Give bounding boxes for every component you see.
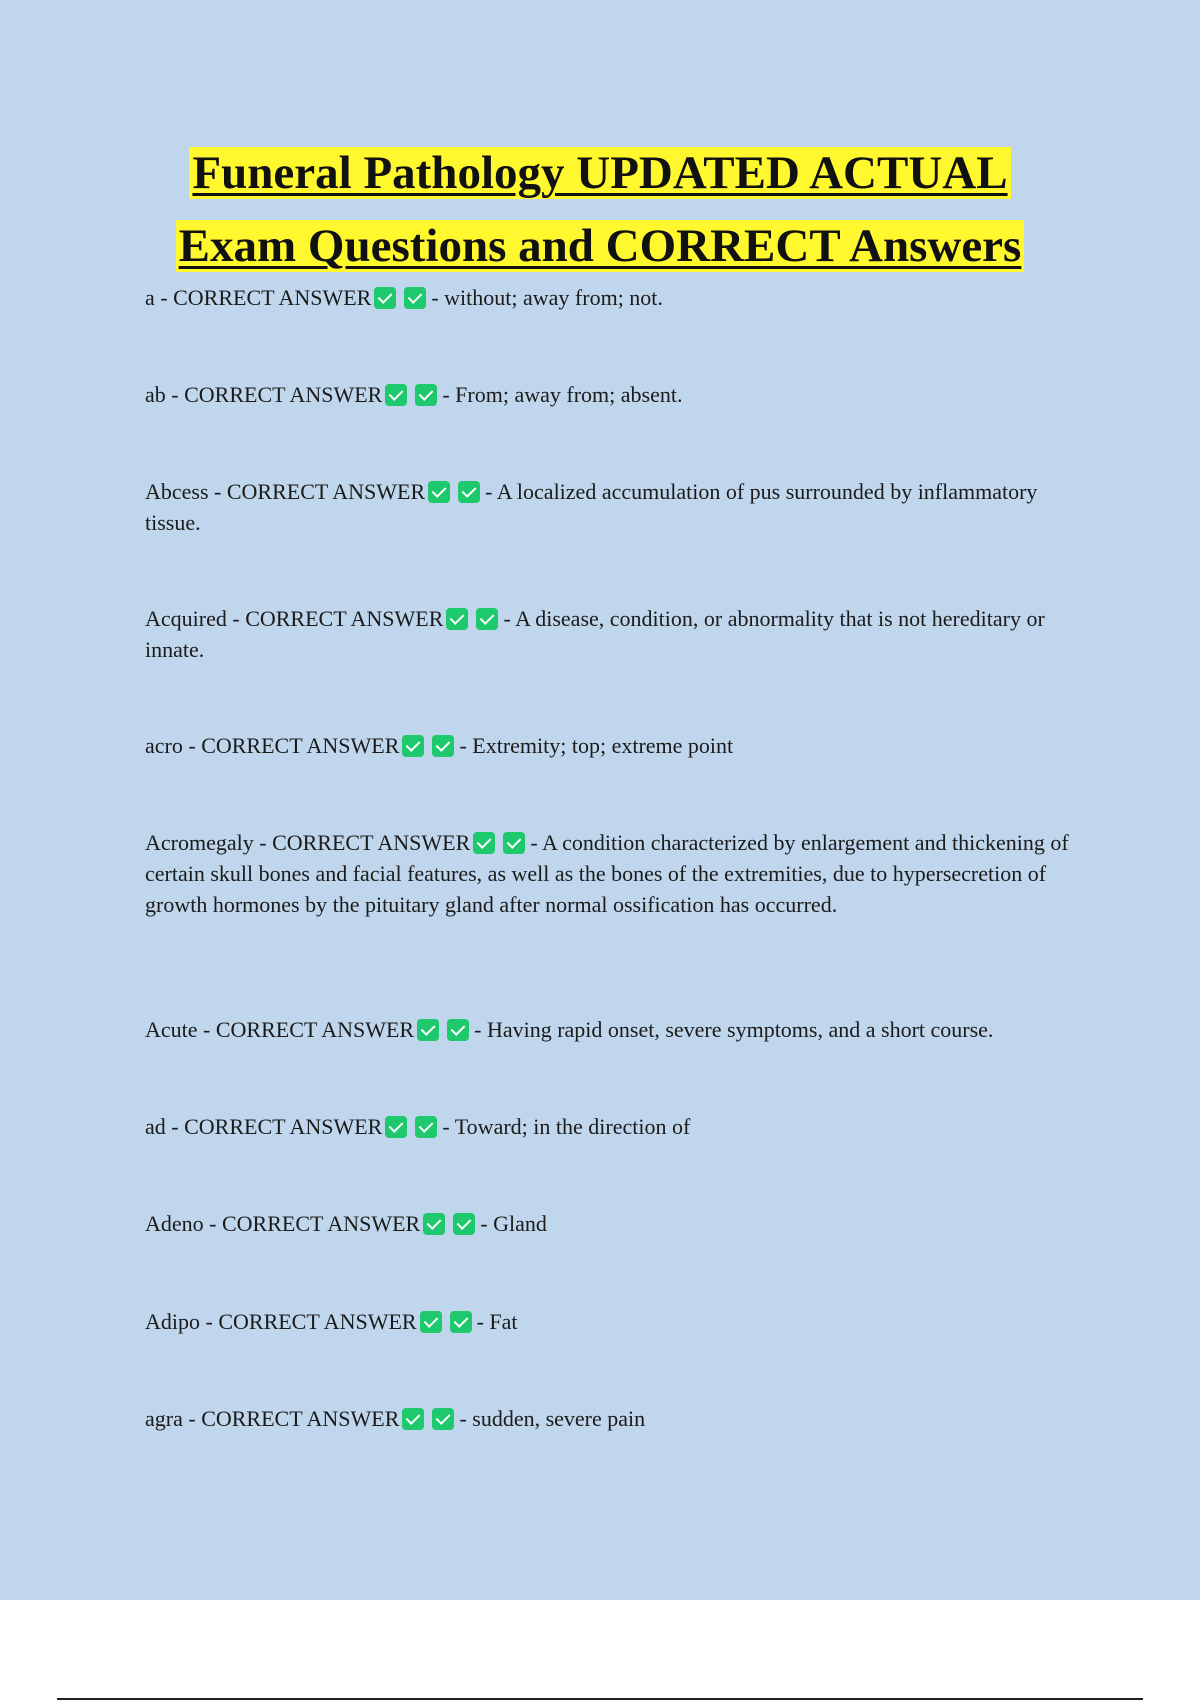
- list-item: Adipo - CORRECT ANSWER - Fat: [145, 1309, 518, 1334]
- entry-definition: Fat: [489, 1309, 518, 1334]
- entry-definition: A condition characterized by enlargement and thickening of certain skull bones and facial features, as well as the bones of the extremities, due to hypersecretion of growth hormones by the pituitary gland after normal ossification has occurred.: [145, 830, 1069, 917]
- check-mark-icon: [385, 384, 407, 406]
- check-mark-icon: [404, 287, 426, 309]
- entry-definition: Gland: [493, 1211, 547, 1236]
- entry-definition: sudden, severe pain: [472, 1406, 646, 1431]
- answer-label: CORRECT ANSWER: [221, 1211, 421, 1236]
- check-mark-icon: [428, 481, 450, 503]
- answer-label: CORRECT ANSWER: [226, 479, 426, 504]
- entry-term: Acquired: [145, 606, 227, 631]
- entry-definition: Having rapid onset, severe symptoms, and a short course.: [486, 1017, 994, 1042]
- entry-term: agra: [145, 1406, 183, 1431]
- entry-definition: From; away from; absent.: [455, 382, 683, 407]
- check-mark-icon: [458, 481, 480, 503]
- check-mark-icon: [420, 1311, 442, 1333]
- entry-term: acro: [145, 733, 183, 758]
- answer-label: CORRECT ANSWER: [272, 830, 471, 855]
- check-mark-icon: [385, 1116, 407, 1138]
- entry-term: Adipo: [145, 1309, 200, 1334]
- check-mark-icon: [450, 1311, 472, 1333]
- list-item: agra - CORRECT ANSWER - sudden, severe pain: [145, 1406, 646, 1431]
- answer-label: CORRECT ANSWER: [184, 382, 383, 407]
- entry-term: Abcess: [145, 479, 209, 504]
- answer-label: CORRECT ANSWER: [184, 1114, 383, 1139]
- document-title: [0, 142, 1200, 288]
- entry-term: ab: [145, 382, 166, 407]
- entry-definition: A localized accumulation of pus surrounded by inflammatory tissue.: [145, 479, 1038, 535]
- list-item: Adeno - CORRECT ANSWER - Gland: [145, 1211, 547, 1236]
- title-line-1: Funeral Pathology UPDATED ACTUAL: [189, 147, 1010, 199]
- entry-definition: Toward; in the direction of: [454, 1114, 691, 1139]
- list-item: Acquired - CORRECT ANSWER - A disease, condition, or abnormality that is not hereditary or innate.: [145, 606, 1045, 662]
- check-mark-icon: [503, 832, 525, 854]
- entry-definition: A disease, condition, or abnormality that is not hereditary or innate.: [145, 606, 1045, 662]
- title-line-2: Exam Questions and CORRECT Answers: [176, 220, 1025, 272]
- answer-label: CORRECT ANSWER: [218, 1309, 417, 1334]
- list-item: Abcess - CORRECT ANSWER - A localized accumulation of pus surrounded by inflammatory tissue.: [145, 479, 1038, 535]
- list-item: acro - CORRECT ANSWER - Extremity; top; extreme point: [145, 733, 734, 758]
- check-mark-icon: [447, 1019, 469, 1041]
- answer-label: CORRECT ANSWER: [245, 606, 444, 631]
- answer-label: CORRECT ANSWER: [201, 1406, 400, 1431]
- check-mark-icon: [423, 1213, 445, 1235]
- check-mark-icon: [374, 287, 396, 309]
- check-mark-icon: [453, 1213, 475, 1235]
- list-item: a - CORRECT ANSWER - without; away from; not.: [145, 285, 663, 310]
- check-mark-icon: [417, 1019, 439, 1041]
- answer-label: CORRECT ANSWER: [215, 1017, 415, 1042]
- check-mark-icon: [476, 608, 498, 630]
- entry-definition: Extremity; top; extreme point: [472, 733, 734, 758]
- check-mark-icon: [415, 1116, 437, 1138]
- answer-label: CORRECT ANSWER: [201, 733, 400, 758]
- list-item: Acromegaly - CORRECT ANSWER - A condition characterized by enlargement and thickening of certain skull bones and facial features, as well as the bones of the extremities, due to hypersecretion of growth hormones by the pituitary gland after normal ossification has occurred.: [145, 830, 1069, 917]
- entry-term: a: [145, 285, 155, 310]
- check-mark-icon: [402, 1408, 424, 1430]
- entry-term: Acute: [145, 1017, 198, 1042]
- check-mark-icon: [446, 608, 468, 630]
- check-mark-icon: [473, 832, 495, 854]
- check-mark-icon: [402, 735, 424, 757]
- entry-definition: without; away from; not.: [444, 285, 663, 310]
- list-item: ab - CORRECT ANSWER - From; away from; absent.: [145, 382, 683, 407]
- list-item: Acute - CORRECT ANSWER - Having rapid onset, severe symptoms, and a short course.: [145, 1017, 994, 1042]
- check-mark-icon: [432, 1408, 454, 1430]
- list-item: ad - CORRECT ANSWER - Toward; in the direction of: [145, 1114, 691, 1139]
- entry-term: Acromegaly: [145, 830, 254, 855]
- entry-term: ad: [145, 1114, 166, 1139]
- entry-term: Adeno: [145, 1211, 204, 1236]
- check-mark-icon: [432, 735, 454, 757]
- check-mark-icon: [415, 384, 437, 406]
- answer-label: CORRECT ANSWER: [173, 285, 372, 310]
